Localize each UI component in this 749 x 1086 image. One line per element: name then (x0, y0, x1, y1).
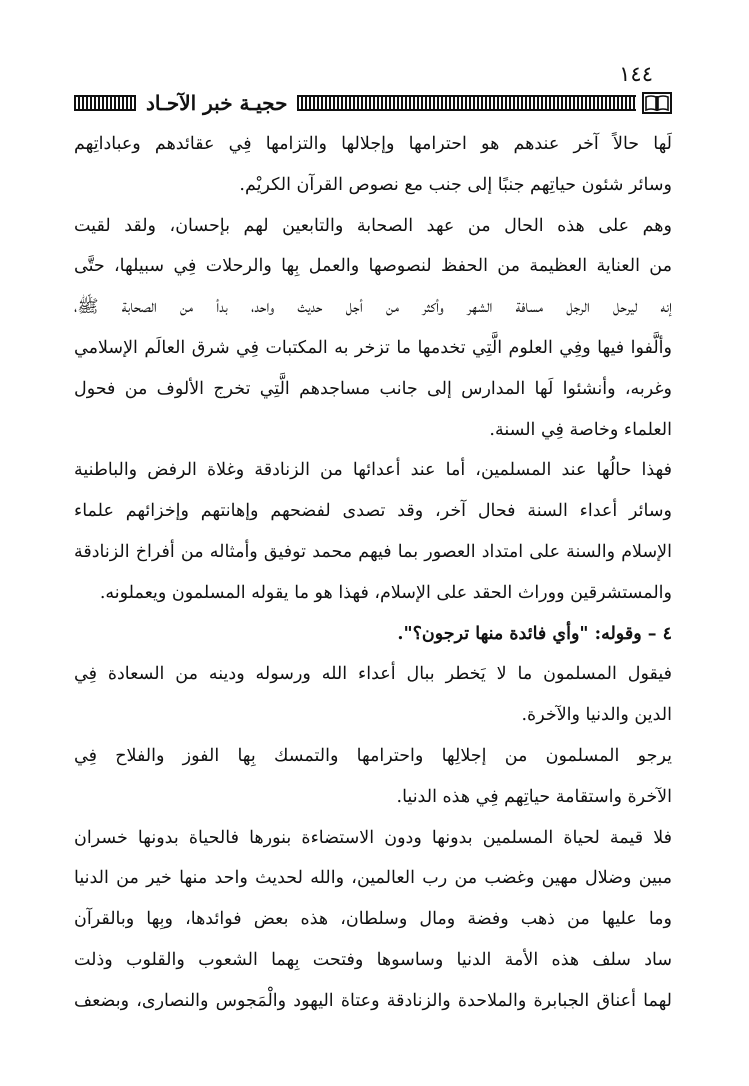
header-title: حجيـة خبر الآحـاد (146, 91, 288, 115)
text-line: إنه ليرحل الرجل مسافة الشهر وأكثر من أجل حديث واحد، بدأ من الصحابة ﷺ، (74, 297, 672, 318)
text-line: العلماء وخاصة فِي السنة. (489, 419, 672, 440)
running-header (74, 88, 672, 118)
text-line: يرجو المسلمون من إجلالِها واحترامها والتمسك بِها الفوز والفلاح فِي (74, 745, 672, 766)
text-line: وغربه، وأنشئوا لَها المدارس إلى جانب مساجدهم الَّتِي تخرج الألوف من فحول (74, 378, 672, 399)
text-line: ساد سلف هذه الأمة الدنيا وساسوها وفتحت بِهما الشعوب والقلوب وذلت (74, 949, 672, 970)
text-line: وسائر أعداء السنة فحال آخر، وقد تصدى لفضحهم وإهانتهم وإخزائهم علماء (74, 501, 672, 522)
text-line: فيقول المسلمون ما لا يَخطر ببال أعداء الله ورسوله ودينه من السعادة فِي (74, 664, 672, 685)
text-line: وسائر شئون حياتِهم جنبًا إلى جنب مع نصوص القرآن الكريْم. (239, 174, 672, 195)
text-line: والمستشرقين ووراث الحقد على الإسلام، فهذا هو ما يقوله المسلمون ويعملونه. (99, 582, 672, 603)
text-line: وما عليها من ذهب وفضة ومال وسلطان، هذه بعض فوائدها، وبِها وبالقرآن (74, 909, 672, 930)
text-line: لهما أعناق الجبابرة والملاحدة والزنادقة وعتاة اليهود والْمَجوس والنصارى، وبضعف (74, 990, 672, 1011)
header-rule-left (74, 95, 136, 111)
text-line: لَها حالاً آخر عندهم هو احترامها وإجلالها والتزامها فِي عقائدهم وعباداتِهم (74, 134, 672, 154)
text-line: فلا قيمة لحياة المسلمين بدونها ودون الاستضاءة بنورها فالحياة بدونها خسران (74, 827, 672, 848)
section-heading: ٤ – وقوله: "وأي فائدة منها ترجون؟". (397, 623, 672, 644)
text-line: من العناية العظيمة من الحفظ لنصوصها والعمل بِها والرحلات فِي سبيلها، حتَّى (74, 256, 672, 277)
text-line: مبين وضلال مهين وغضب من رب العالمين، والله لحديث واحد منها خير من الدنيا (74, 868, 672, 889)
text-line: الآخرة واستقامة حياتِهم فِي هذه الدنيا. (396, 786, 672, 807)
page-number: ١٤٤ (619, 62, 653, 86)
text-line: الإسلام والسنة على امتداد العصور بما فيهم محمد توفيق وأمثاله من أفراخ الزنادقة (74, 541, 672, 562)
header-rule-right (297, 95, 636, 111)
body-text (74, 124, 672, 1022)
text-line: وهم على هذه الحال من عهد الصحابة والتابعين لهم بإحسان، ولقد لقيت (74, 215, 672, 236)
open-book-icon (642, 92, 672, 114)
text-line: فهذا حالُها عند المسلمين، أما عند أعدائها من الزنادقة وغلاة الرفض والباطنية (74, 460, 672, 481)
text-line: وألَّفوا فيها وفِي العلوم الَّتِي تخدمها ما تزخر به المكتبات فِي شرق العالَم الإسلامي (74, 337, 672, 358)
text-line: الدين والدنيا والآخرة. (521, 705, 672, 726)
